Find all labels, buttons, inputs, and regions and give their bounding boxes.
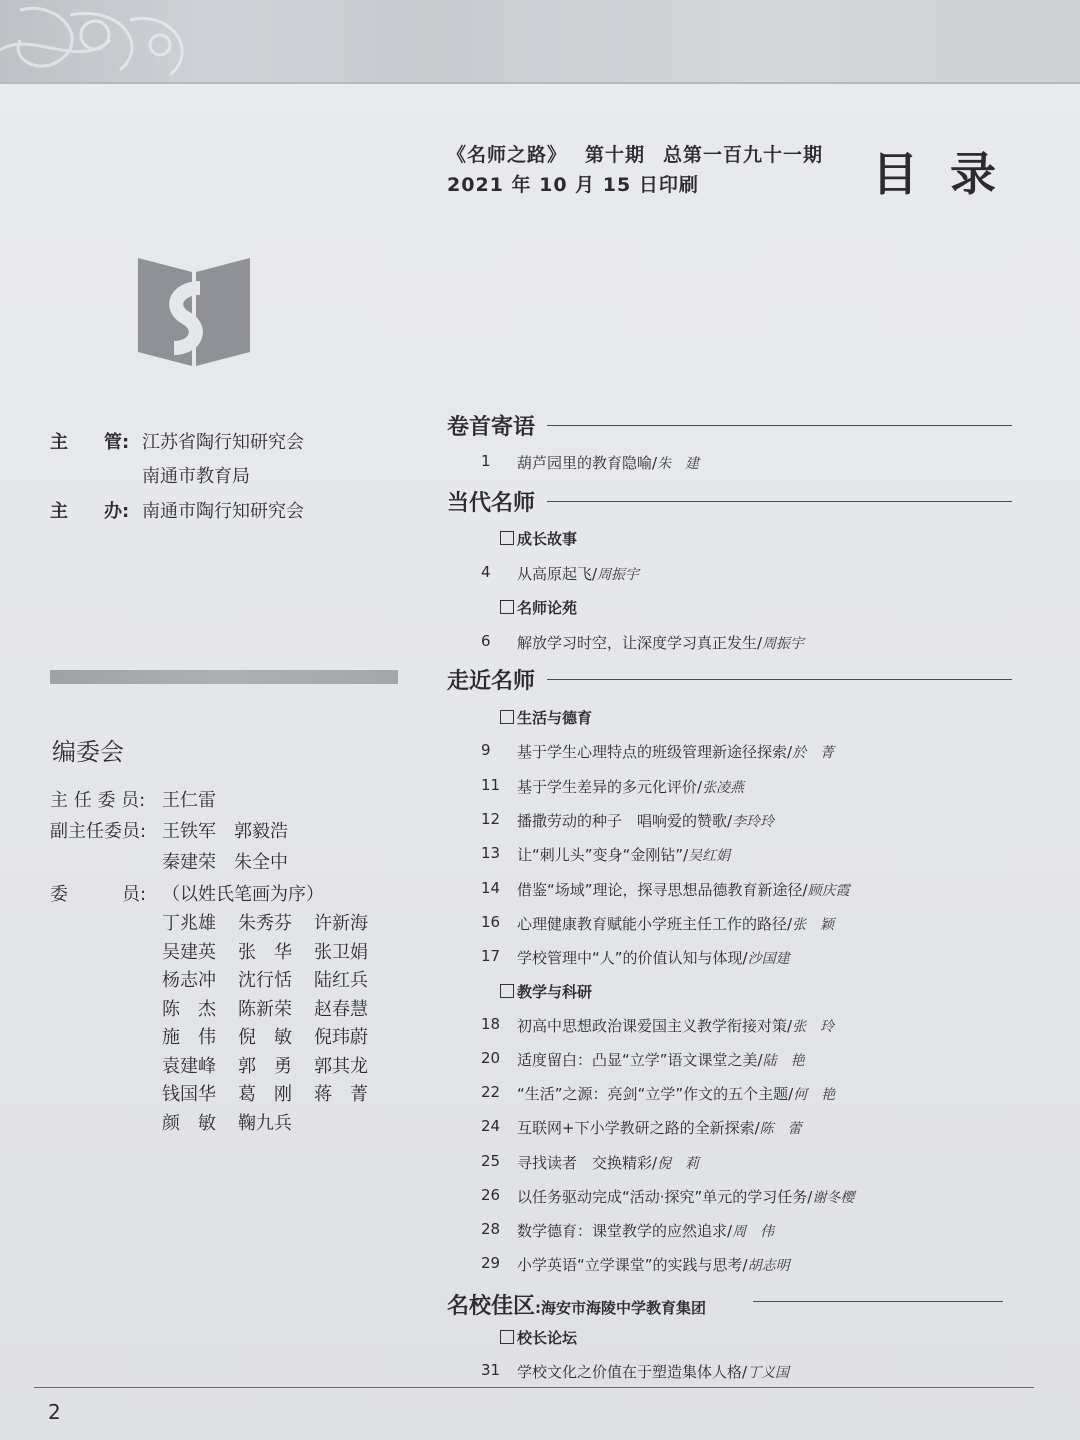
member-name: 许新海 — [314, 913, 368, 934]
toc-entry-page: 16 — [481, 913, 501, 931]
toc-entry-author: 周振宇 — [597, 567, 640, 583]
toc-entry-page: 24 — [481, 1117, 501, 1135]
toc-entry-page: 1 — [481, 452, 491, 470]
toc-entry-author: 丁义国 — [747, 1365, 790, 1381]
member-name: 倪 敏 — [238, 1027, 292, 1048]
toc-entry-author: 胡志明 — [747, 1258, 790, 1274]
toc-entry-title: 解放学习时空，让深度学习真正发生/ — [517, 634, 763, 652]
issue-info — [447, 140, 841, 167]
member-row — [162, 939, 390, 968]
toc-entry-page: 25 — [481, 1152, 501, 1170]
toc-entry-title: 播撒劳动的种子 唱响爱的赞歌/ — [517, 812, 733, 830]
toc-entry-page: 31 — [481, 1361, 501, 1379]
toc-entry-title: 互联网+下小学教研之路的全新探索/ — [517, 1119, 760, 1137]
member-name: 陈 杰 — [162, 998, 216, 1020]
subsection-title: 教学与科研 — [500, 981, 592, 1002]
supervisor-value: 江苏省陶行知研究会 — [142, 432, 304, 453]
checkbox-square-icon — [500, 600, 514, 614]
subsection-title: 成长故事 — [500, 528, 577, 549]
section-title-text: 名校佳区 — [447, 1293, 536, 1319]
organizer-label: 主 办: — [50, 501, 130, 522]
board-director-label: 主 任 委 员: — [50, 790, 146, 811]
total-issue: 总第一百九十一期 — [663, 144, 824, 166]
organizer-row — [50, 497, 304, 523]
toc-entry-title: 寻找读者 交换精彩/ — [517, 1154, 658, 1172]
member-name: 陆红兵 — [314, 970, 368, 991]
toc-entry-title: 以任务驱动完成“活动·探究”单元的学习任务/ — [517, 1188, 813, 1206]
section-rule — [547, 679, 1012, 680]
supervisor-value-2: 南通市教育局 — [142, 466, 250, 487]
toc-entry-author: 陆 艳 — [762, 1053, 805, 1069]
toc-entry-author: 朱 建 — [657, 456, 700, 472]
member-name: 颜 敏 — [162, 1112, 216, 1134]
checkbox-square-icon — [500, 984, 514, 998]
toc-entry-page: 11 — [481, 776, 501, 794]
section-title: 卷首寄语 — [447, 414, 536, 440]
publication-logo — [138, 248, 250, 366]
magazine-name: 《名师之路》 — [447, 144, 568, 166]
toc-title: 目录 — [872, 147, 1028, 201]
toc-entry-page: 29 — [481, 1254, 501, 1272]
toc-entry-author: 於 菁 — [792, 745, 835, 761]
member-name: 鞠九兵 — [238, 1112, 292, 1134]
member-row — [162, 1081, 390, 1110]
toc-entry-page: 13 — [481, 844, 501, 862]
toc-entry-title: 借鉴“场域”理论，探寻思想品德教育新途径/ — [517, 881, 808, 899]
toc-entry-title: 葫芦园里的教育隐喻/ — [517, 454, 658, 472]
toc-entry-page: 4 — [481, 563, 491, 581]
toc-entry-title: 让“刺儿头”变身“金刚钻”/ — [517, 846, 689, 864]
member-name: 吴建英 — [162, 941, 216, 963]
toc-entry-page: 28 — [481, 1220, 501, 1238]
section-rule — [547, 501, 1012, 502]
member-name: 蒋 菁 — [314, 1084, 368, 1105]
toc-entry-page: 12 — [481, 810, 501, 828]
editorial-board-title: 编委会 — [52, 738, 124, 766]
member-row — [162, 967, 390, 996]
supervisor-label: 主 管: — [50, 432, 130, 453]
member-name: 沈行恬 — [238, 970, 292, 991]
board-members-note: （以姓氏笔画为序） — [162, 884, 324, 905]
supervisor-row — [50, 428, 304, 454]
member-name: 郭其龙 — [314, 1055, 368, 1077]
board-vice-row-2: 秦建荣 朱全中 — [162, 852, 288, 873]
print-date: 2021 年 10 月 15 日印刷 — [447, 174, 699, 196]
section-title: 走近名师 — [447, 668, 536, 694]
toc-entry-author: 张 玲 — [792, 1019, 835, 1035]
toc-entry-author: 沙国建 — [747, 951, 790, 967]
toc-entry-title: 学校文化之价值在于塑造集体人格/ — [517, 1363, 748, 1381]
supervisor-row-2 — [50, 462, 250, 488]
organizer-value: 南通市陶行知研究会 — [142, 501, 304, 522]
section-title: 当代名师 — [447, 490, 536, 516]
member-name: 赵春慧 — [314, 998, 368, 1020]
checkbox-square-icon — [500, 531, 514, 545]
toc-entry-page: 18 — [481, 1015, 501, 1033]
toc-entry-title: 小学英语“立学课堂”的实践与思考/ — [517, 1256, 748, 1274]
issue-number: 第十期 — [585, 144, 646, 166]
divider-bar — [50, 670, 398, 684]
member-name: 倪玮蔚 — [314, 1027, 368, 1048]
member-row — [162, 910, 390, 939]
toc-entry-author: 张 颖 — [792, 917, 835, 933]
section-title — [447, 1289, 706, 1320]
member-name: 郭 勇 — [238, 1055, 292, 1077]
toc-entry-title: 基于学生差异的多元化评价/ — [517, 778, 703, 796]
member-name: 葛 刚 — [238, 1084, 292, 1105]
toc-entry-author: 吴红娟 — [688, 848, 731, 864]
checkbox-square-icon — [500, 710, 514, 724]
toc-entry-page: 9 — [481, 741, 491, 759]
toc-entry-page: 20 — [481, 1049, 501, 1067]
toc-entry-author: 何 艳 — [793, 1087, 836, 1103]
board-member-list — [162, 910, 390, 1138]
section-rule — [753, 1301, 1003, 1302]
member-name: 杨志冲 — [162, 970, 216, 991]
toc-entry-author: 倪 莉 — [657, 1156, 700, 1172]
page-number: 2 — [48, 1400, 61, 1424]
member-name: 施 伟 — [162, 1027, 216, 1048]
toc-entry-page: 26 — [481, 1186, 501, 1204]
toc-entry-author: 顾庆霞 — [807, 883, 850, 899]
toc-entry-title: 初高中思想政治课爱国主义教学衔接对策/ — [517, 1017, 793, 1035]
toc-entry-author: 周 伟 — [732, 1224, 775, 1240]
member-name: 丁兆雄 — [162, 913, 216, 934]
toc-entry-title: 心理健康教育赋能小学班主任工作的路径/ — [517, 915, 793, 933]
subsection-title: 名师论苑 — [500, 597, 577, 618]
toc-entry-author: 陈 蕾 — [759, 1121, 802, 1137]
member-name: 陈新荣 — [238, 998, 292, 1020]
board-vice-label: 副主任委员: — [50, 821, 147, 842]
checkbox-square-icon — [500, 1330, 514, 1344]
toc-entry-author: 李玲玲 — [732, 814, 775, 830]
toc-entry-title: 适度留白：凸显“立学”语文课堂之美/ — [517, 1051, 763, 1069]
member-row — [162, 1024, 390, 1053]
member-row — [162, 1110, 390, 1139]
toc-entry-title: 从高原起飞/ — [517, 565, 598, 583]
toc-entry-author: 谢冬樱 — [812, 1190, 855, 1206]
toc-entry-page: 14 — [481, 879, 501, 897]
toc-entry-title: 学校管理中“人”的价值认知与体现/ — [517, 949, 748, 967]
footer-rule — [34, 1387, 1034, 1388]
toc-entry-title: 基于学生心理特点的班级管理新途径探索/ — [517, 743, 793, 761]
member-name: 袁建峰 — [162, 1055, 216, 1077]
toc-entry-page: 17 — [481, 947, 501, 965]
member-name: 张 华 — [238, 941, 292, 963]
board-members-label: 委 员: — [50, 884, 147, 905]
toc-entry-title: 数学德育：课堂教学的应然追求/ — [517, 1222, 733, 1240]
toc-entry-page: 22 — [481, 1083, 501, 1101]
subsection-title: 校长论坛 — [500, 1327, 577, 1348]
board-director: 王仁雷 — [162, 790, 216, 811]
board-vice-row-1: 王铁军 郭毅浩 — [162, 821, 288, 842]
subsection-title: 生活与德育 — [500, 707, 592, 728]
member-name — [314, 1110, 390, 1139]
toc-entry-author: 张凌燕 — [702, 780, 745, 796]
decorative-ornament-band — [0, 0, 1080, 84]
section-school: :海安市海陵中学教育集团 — [535, 1299, 707, 1317]
member-name: 钱国华 — [162, 1084, 216, 1105]
toc-entry-page: 6 — [481, 632, 491, 650]
member-name: 张卫娟 — [314, 941, 368, 963]
member-row — [162, 1053, 390, 1082]
section-rule — [547, 425, 1012, 426]
member-name: 朱秀芬 — [238, 913, 292, 934]
toc-entry-title: “生活”之源：亮剑“立学”作文的五个主题/ — [517, 1085, 794, 1103]
toc-entry-author: 周振宇 — [762, 636, 805, 652]
member-row — [162, 996, 390, 1025]
